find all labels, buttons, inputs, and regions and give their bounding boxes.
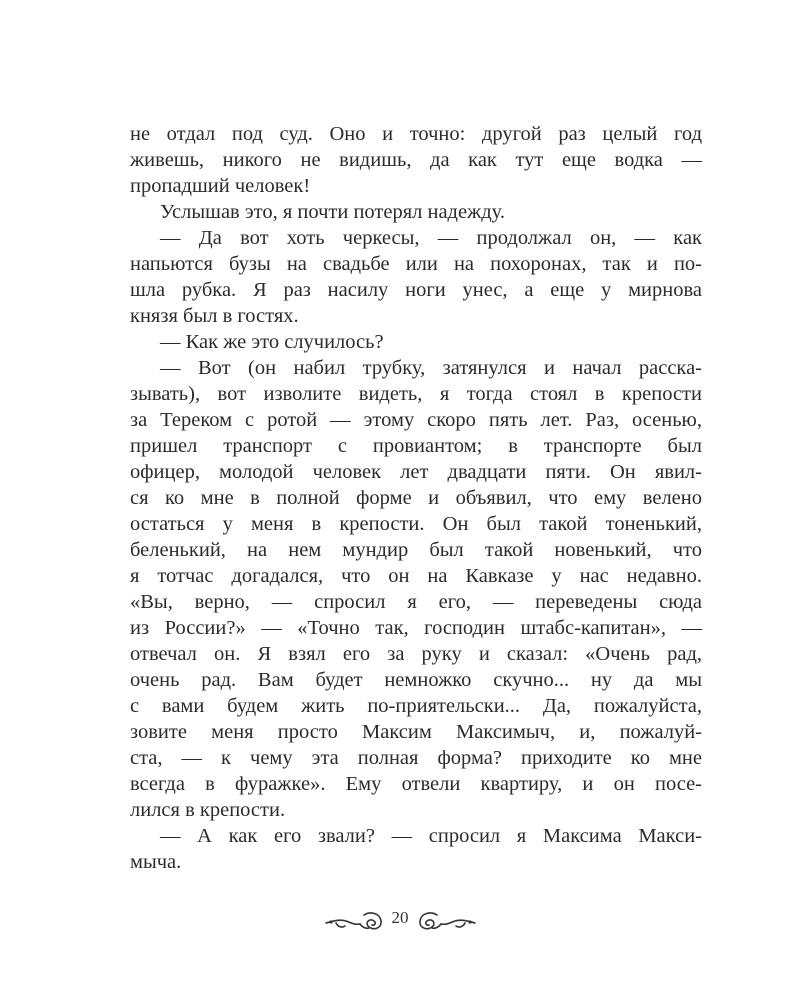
text-line: — Как же это случилось? xyxy=(160,331,384,353)
page-footer xyxy=(0,902,800,942)
text-line: зывать), вот изволите видеть, я тогда стоял в крепости xyxy=(130,383,702,405)
text-line: — Да вот хоть черкесы, — продолжал он, — как xyxy=(160,227,702,249)
text-line: Услышав это, я почти потерял надежду. xyxy=(160,201,505,223)
text-line: — А как его звали? — спросил я Максима Макси- xyxy=(160,825,702,847)
text-line: напьются бузы на свадьбе или на похоронах, так и по- xyxy=(130,253,702,275)
text-line: за Тереком с ротой — этому скоро пять лет. Раз, осенью, xyxy=(130,409,702,431)
text-line: всегда в фуражке». Ему отвели квартиру, и он посе- xyxy=(130,773,702,795)
text-line: — Вот (он набил трубку, затянулся и начал расска- xyxy=(160,357,702,379)
flourish-right-icon xyxy=(415,909,477,935)
text-line: с вами будем жить по-приятельски... Да, пожалуйста, xyxy=(130,695,702,717)
text-line: зовите меня просто Максим Максимыч, и, пожалуй- xyxy=(130,721,702,743)
text-line: «Вы, верно, — спросил я его, — переведены сюда xyxy=(130,591,702,613)
text-line: беленький, на нем мундир был такой новенький, что xyxy=(130,539,702,561)
text-line: ся ко мне в полной форме и объявил, что ему велено xyxy=(130,487,702,509)
text-line: князя был в гостях. xyxy=(130,305,299,327)
text-line: остаться у меня в крепости. Он был такой тоненький, xyxy=(130,513,702,535)
text-line: офицер, молодой человек лет двадцати пяти. Он явил- xyxy=(130,461,702,483)
text-line: отвечал он. Я взял его за руку и сказал: «Очень рад, xyxy=(130,643,702,665)
text-line: пропадший человек! xyxy=(130,175,311,197)
body-text xyxy=(130,121,702,875)
text-line: шла рубка. Я раз насилу ноги унес, а еще у мирнова xyxy=(130,279,702,301)
text-line: мыча. xyxy=(130,851,182,873)
flourish-left-icon xyxy=(324,909,386,935)
text-line: живешь, никого не видишь, да как тут еще водка — xyxy=(130,149,702,171)
page-number: 20 xyxy=(391,908,409,927)
text-line: пришел транспорт с провиантом; в транспорте был xyxy=(130,435,702,457)
text-line: лился в крепости. xyxy=(130,799,286,821)
text-line: я тотчас догадался, что он на Кавказе у нас недавно. xyxy=(130,565,702,587)
text-line: из России?» — «Точно так, господин штабс-капитан», — xyxy=(130,617,702,639)
text-line: не отдал под суд. Оно и точно: другой раз целый год xyxy=(130,123,702,145)
text-line: ста, — к чему эта полная форма? приходите ко мне xyxy=(130,747,702,769)
text-line: очень рад. Вам будет немножко скучно... ну да мы xyxy=(130,669,702,691)
